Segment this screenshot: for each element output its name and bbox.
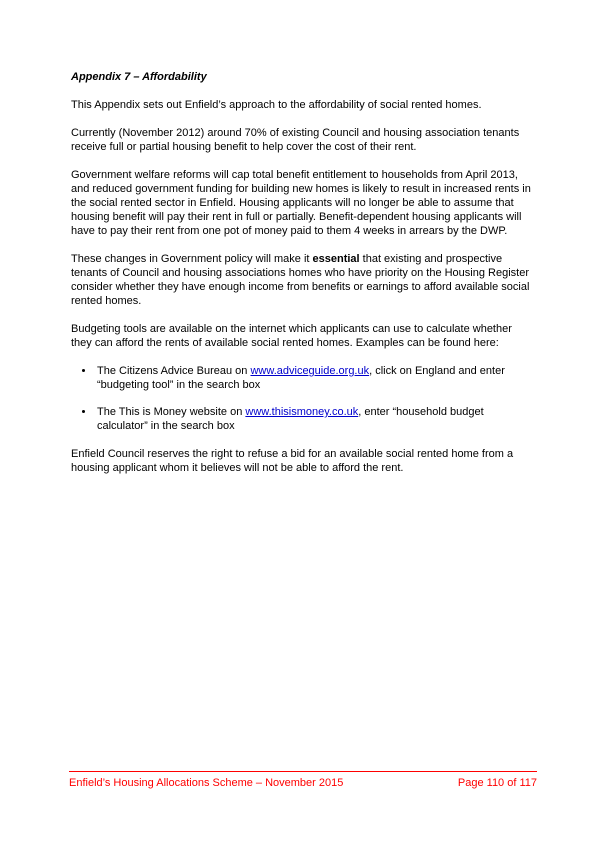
- list-item-this-is-money: [95, 405, 535, 433]
- page-footer: [69, 771, 537, 790]
- adviceguide-link[interactable]: www.adviceguide.org.uk: [250, 365, 370, 377]
- list-item-text: The This is Money website on: [97, 406, 246, 418]
- footer-document-title: Enfield’s Housing Allocations Scheme – November 2015: [69, 777, 344, 789]
- paragraph-policy: [71, 252, 535, 308]
- thisismoney-link[interactable]: www.thisismoney.co.uk: [245, 406, 359, 418]
- paragraph-text: that existing and prospective tenants of Council and housing associations homes who have priority on the Housing Register consider whether they have enough income from benefits or earnings to afford available social rented homes.: [71, 253, 530, 307]
- list-item-text: , click on England and enter “budgeting tool” in the search box: [97, 365, 505, 391]
- list-item-citizens-advice: [95, 364, 535, 392]
- list-item-text: The Citizens Advice Bureau on: [97, 365, 251, 377]
- list-item-text: , enter “household budget calculator” in the search box: [97, 406, 484, 432]
- paragraph-currently: Currently (November 2012) around 70% of existing Council and housing association tenants receive full or partial housing benefit to help cover the cost of their rent.: [71, 127, 520, 153]
- paragraph-text: These changes in Government policy will make it: [71, 253, 313, 265]
- bullet-list: [71, 364, 535, 433]
- paragraph-intro: This Appendix sets out Enfield’s approach to the affordability of social rented homes.: [71, 99, 482, 111]
- appendix-title: Appendix 7 – Affordability: [71, 71, 207, 83]
- paragraph-budgeting-tools: Budgeting tools are available on the internet which applicants can use to calculate whether they can afford the rents of available social rented homes. Examples can be found here:: [71, 323, 512, 349]
- paragraph-welfare-reforms: Government welfare reforms will cap total benefit entitlement to households from April 2013, and reduced government funding for building new homes is likely to result in increased rents in the social rented sector in Enfield. Housing applicants will no longer be able to assume that housing benefit will pay their rent in full or partially. Benefit-dependent housing applicants will have to pay their rent from one pot of money paid to them 4 weeks in arrears by the DWP.: [71, 169, 531, 237]
- emphasis-essential: essential: [312, 253, 360, 265]
- paragraph-refuse-bid: Enfield Council reserves the right to refuse a bid for an available social rented home from a housing applicant whom it believes will not be able to afford the rent.: [71, 448, 514, 474]
- footer-page-number: Page 110 of 117: [457, 777, 537, 789]
